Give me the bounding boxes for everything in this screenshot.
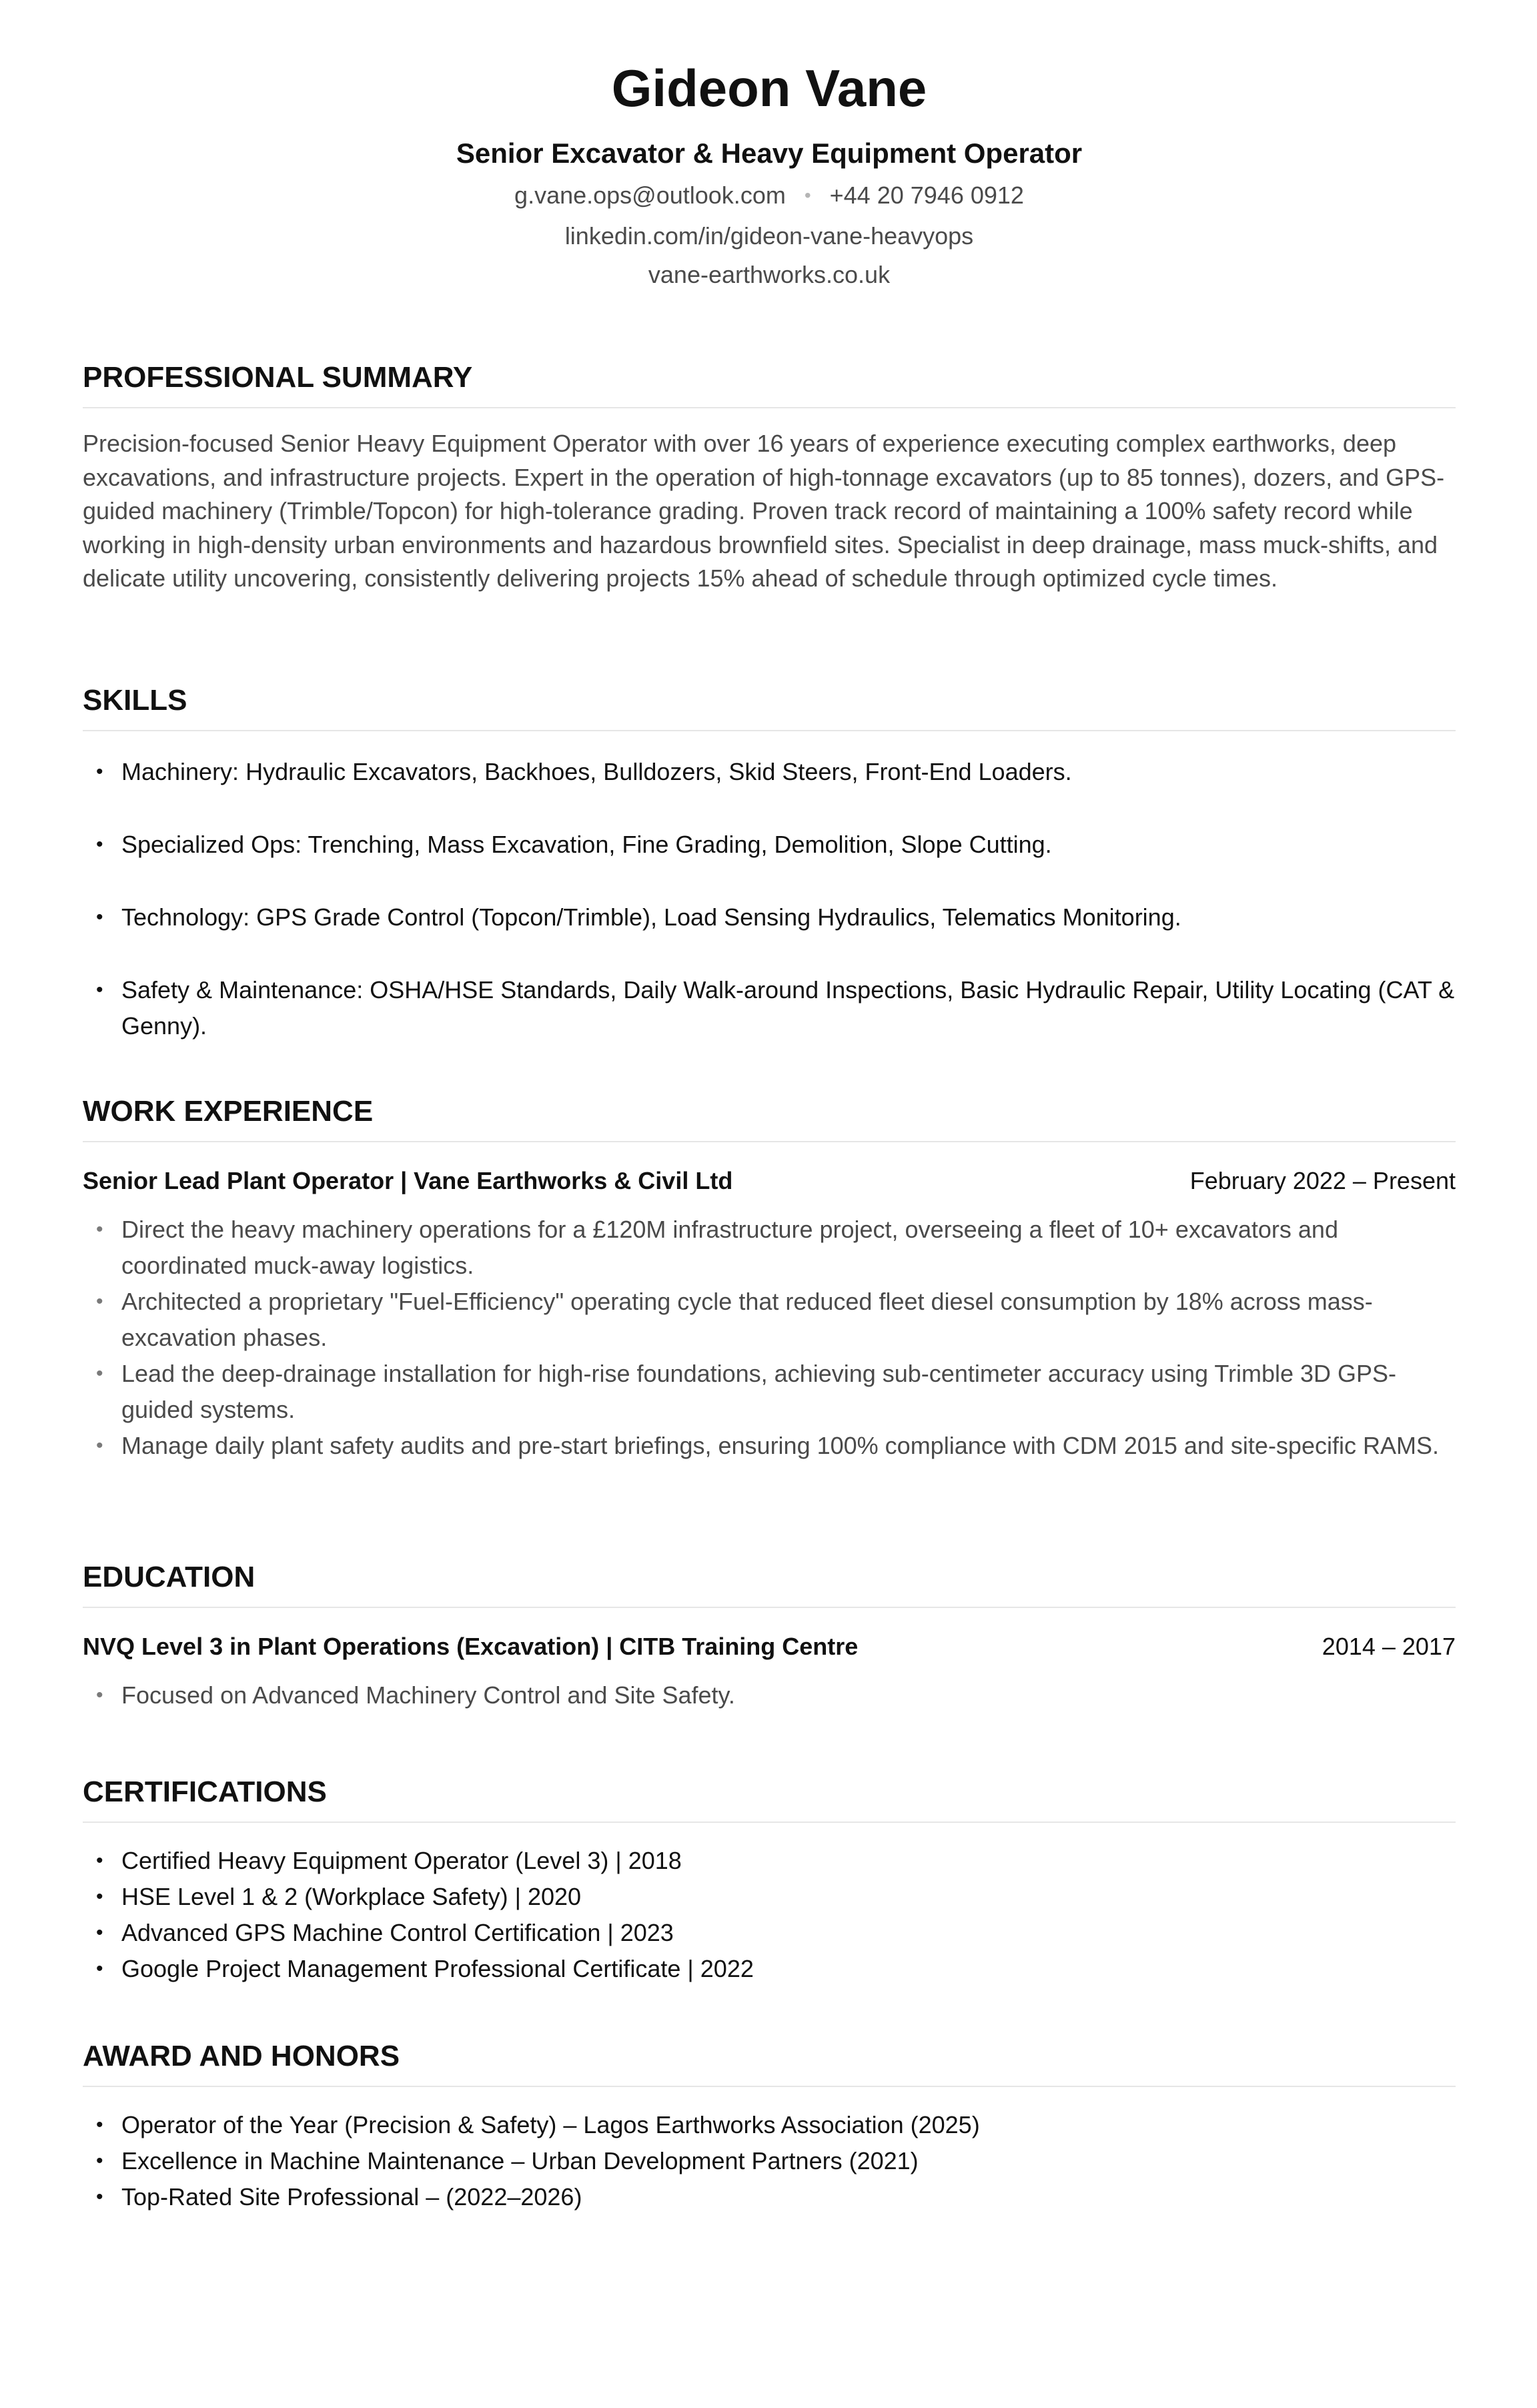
resume-page bbox=[83, 0, 1456, 2211]
job-bullet: • Direct the heavy machinery operations for a £120M infrastructure project, overseeing a fleet of 10+ excavators and coordinated muck-away logistics. bbox=[83, 1212, 1456, 1284]
skill-item: • Machinery: Hydraulic Excavators, Backhoes, Bulldozers, Skid Steers, Front-End Loaders. bbox=[83, 754, 1456, 790]
job-title: Senior Lead Plant Operator | Vane Earthworks & Civil Ltd bbox=[83, 1167, 733, 1194]
job-bullet: • Lead the deep-drainage installation for high-rise foundations, achieving sub-centimeter accuracy using Trimble 3D GPS-guided systems. bbox=[83, 1356, 1456, 1428]
certifications-list bbox=[83, 1843, 1456, 1987]
section-title-awards: AWARD AND HONORS bbox=[83, 2039, 1456, 2087]
candidate-headline: Senior Excavator & Heavy Equipment Operator bbox=[456, 137, 1083, 169]
education-dates: 2014 – 2017 bbox=[1322, 1633, 1456, 1660]
job-bullet: • Architected a proprietary "Fuel-Efficiency" operating cycle that reduced fleet diesel consumption by 18% across mass-excavation phases. bbox=[83, 1284, 1456, 1356]
email-link[interactable]: g.vane.ops@outlook.com bbox=[514, 181, 786, 209]
education-entry-header bbox=[83, 1631, 1456, 1663]
skill-item: • Specialized Ops: Trenching, Mass Excavation, Fine Grading, Demolition, Slope Cutting. bbox=[83, 827, 1456, 863]
certification-item: • Advanced GPS Machine Control Certification | 2023 bbox=[83, 1915, 1456, 1951]
skills-list bbox=[83, 754, 1456, 1044]
section-title-certifications: CERTIFICATIONS bbox=[83, 1775, 1456, 1823]
job-bullets bbox=[83, 1212, 1456, 1464]
summary-text: Precision-focused Senior Heavy Equipment Operator with over 16 years of experience executing complex earthworks, deep excavations, and infrastructure projects. Expert in the operation of high-tonnage excavators (up to 85 tonnes), dozers, and GPS-guided machinery (Trimble/Topcon) for high-tolerance grading. Proven track record of maintaining a 100% safety record while working in high-density urban environments and hazardous brownfield sites. Specialist in deep drainage, mass muck-shifts, and delicate utility uncovering, consistently delivering projects 15% ahead of schedule through optimized cycle times. bbox=[83, 430, 1445, 592]
experience-section bbox=[83, 1094, 1456, 1464]
job-entry-header bbox=[83, 1165, 1456, 1197]
education-bullets bbox=[83, 1677, 1456, 1713]
section-title-education: EDUCATION bbox=[83, 1560, 1456, 1608]
skill-item: • Technology: GPS Grade Control (Topcon/Trimble), Load Sensing Hydraulics, Telematics Monitoring. bbox=[83, 899, 1456, 935]
certification-item: • Google Project Management Professional Certificate | 2022 bbox=[83, 1951, 1456, 1987]
candidate-name: Gideon Vane bbox=[611, 59, 927, 117]
resume-header bbox=[83, 0, 1456, 294]
skills-section bbox=[83, 683, 1456, 1044]
job-bullet: • Manage daily plant safety audits and pre-start briefings, ensuring 100% compliance with CDM 2015 and site-specific RAMS. bbox=[83, 1428, 1456, 1464]
certifications-section bbox=[83, 1775, 1456, 1987]
award-item: • Excellence in Machine Maintenance – Urban Development Partners (2021) bbox=[83, 2143, 1456, 2179]
education-section bbox=[83, 1560, 1456, 1713]
certification-item: • Certified Heavy Equipment Operator (Level 3) | 2018 bbox=[83, 1843, 1456, 1879]
linkedin-link[interactable]: linkedin.com/in/gideon-vane-heavyops bbox=[564, 222, 974, 250]
education-bullet: • Focused on Advanced Machinery Control and Site Safety. bbox=[83, 1677, 1456, 1713]
degree-title: NVQ Level 3 in Plant Operations (Excavation) | CITB Training Centre bbox=[83, 1633, 859, 1660]
certification-item: • HSE Level 1 & 2 (Workplace Safety) | 2020 bbox=[83, 1879, 1456, 1915]
section-title-experience: WORK EXPERIENCE bbox=[83, 1094, 1456, 1142]
award-item: • Top-Rated Site Professional – (2022–2026) bbox=[83, 2179, 1456, 2215]
job-dates: February 2022 – Present bbox=[1189, 1167, 1456, 1194]
website-link[interactable]: vane-earthworks.co.uk bbox=[648, 261, 891, 288]
awards-list bbox=[83, 2107, 1456, 2215]
phone-number[interactable]: +44 20 7946 0912 bbox=[829, 181, 1024, 209]
summary-section bbox=[83, 360, 1456, 596]
section-title-skills: SKILLS bbox=[83, 683, 1456, 731]
section-title-summary: PROFESSIONAL SUMMARY bbox=[83, 360, 1456, 408]
contact-separator: • bbox=[804, 185, 811, 206]
skill-item: • Safety & Maintenance: OSHA/HSE Standards, Daily Walk-around Inspections, Basic Hydraulic Repair, Utility Locating (CAT & Genny). bbox=[83, 972, 1456, 1044]
awards-section bbox=[83, 2039, 1456, 2215]
contact-line-primary bbox=[83, 176, 1456, 217]
award-item: • Operator of the Year (Precision & Safety) – Lagos Earthworks Association (2025) bbox=[83, 2107, 1456, 2143]
